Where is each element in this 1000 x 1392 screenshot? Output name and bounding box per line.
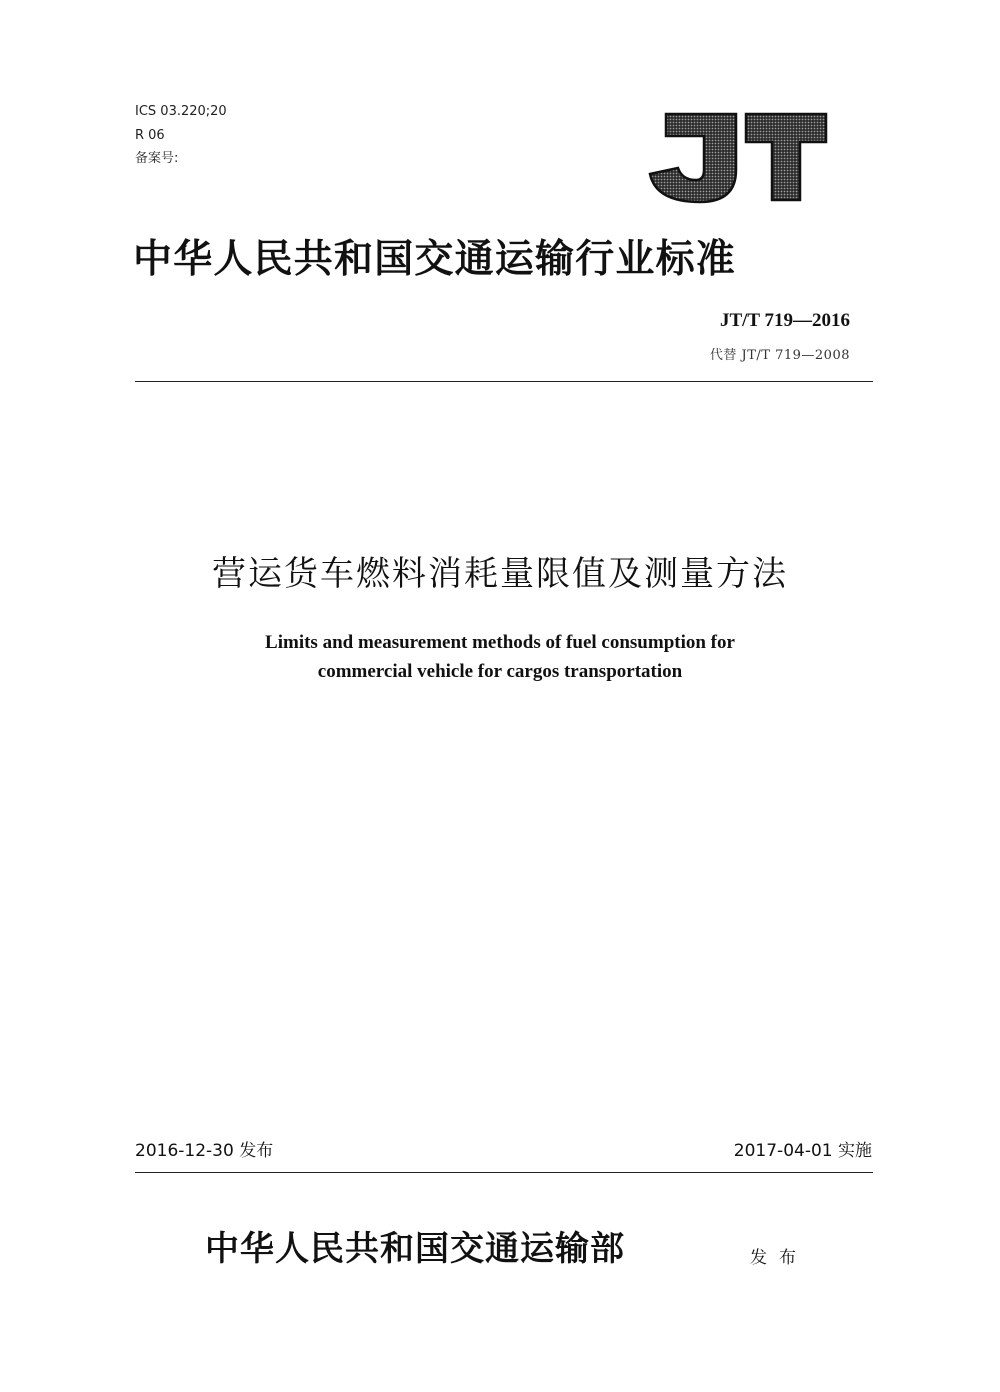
issue-date: 2016-12-30 发布 bbox=[135, 1141, 274, 1161]
document-title-en-line2: commercial vehicle for cargos transportation bbox=[317, 661, 683, 682]
issue-action: 发布 bbox=[750, 1248, 808, 1268]
ccs-code: R 06 bbox=[135, 128, 165, 143]
ics-code: ICS 03.220;20 bbox=[135, 104, 227, 119]
top-divider bbox=[135, 381, 873, 382]
document-title-cn: 营运货车燃料消耗量限值及测量方法 bbox=[212, 554, 788, 594]
standard-category-title: 中华人民共和国交通运输行业标准 bbox=[133, 236, 737, 282]
filing-number-label: 备案号: bbox=[135, 151, 179, 166]
replaces-standard: 代替 JT/T 719—2008 bbox=[709, 348, 850, 363]
issuing-authority: 中华人民共和国交通运输部 bbox=[205, 1229, 625, 1269]
document-title-en-line1: Limits and measurement methods of fuel consumption for bbox=[265, 632, 735, 653]
standard-code: JT/T 719—2016 bbox=[719, 310, 850, 331]
bottom-divider bbox=[135, 1172, 873, 1173]
jt-logo bbox=[648, 112, 828, 204]
effective-date: 2017-04-01 实施 bbox=[733, 1141, 872, 1161]
